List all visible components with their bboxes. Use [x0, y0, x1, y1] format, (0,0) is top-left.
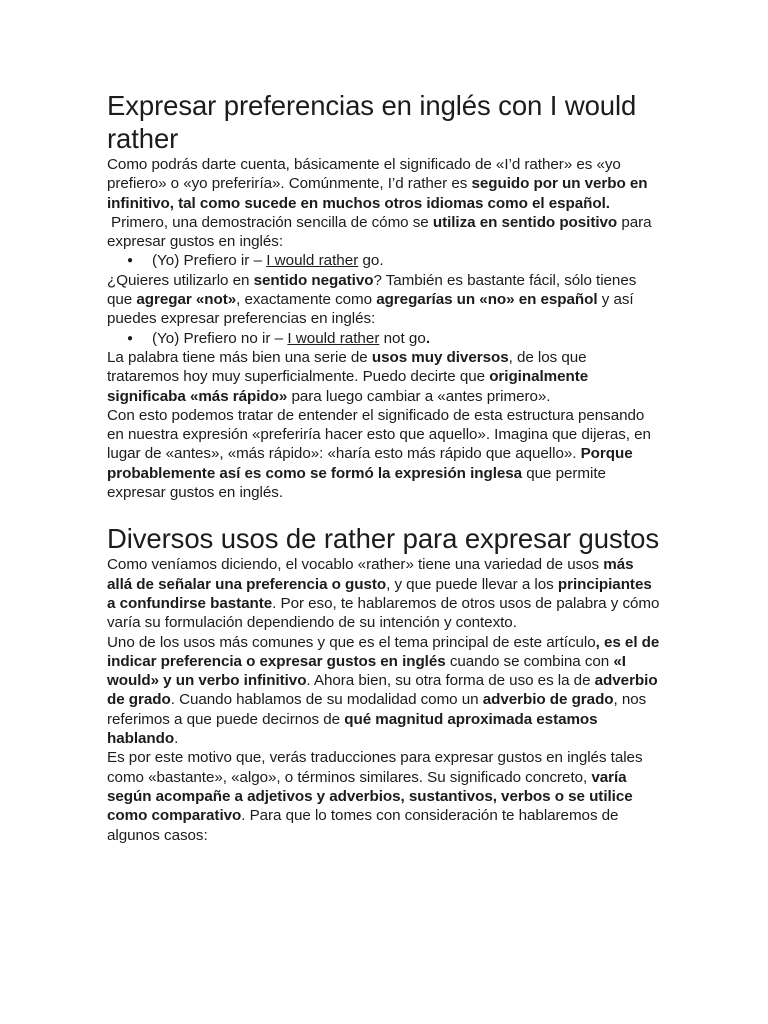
bold-text: .	[425, 329, 431, 347]
text: not go	[379, 329, 426, 347]
text: cuando se combina con	[445, 652, 614, 670]
paragraph-translations	[107, 748, 662, 844]
bold-text: sentido negativo	[253, 271, 374, 289]
bold-text: usos muy diversos	[371, 348, 509, 366]
text: que permite expresar gustos en inglés.	[107, 464, 606, 502]
paragraph-common-uses	[107, 633, 662, 749]
paragraph-negative-use	[107, 271, 662, 329]
text: y así puedes expresar preferencias en inglés:	[107, 291, 634, 328]
example-list-negative	[107, 329, 662, 348]
bold-text: agregarías un «no» en español	[376, 291, 598, 309]
bold-text: agregar «not»	[136, 291, 237, 309]
bullet-icon: ●	[127, 255, 134, 267]
paragraph-uses	[107, 555, 662, 632]
bold-text: varía según acompañe a adjetivos y adverbios, sustantivos, verbos o se utilice como comparativo	[107, 768, 633, 825]
bold-text: originalmente significaba «más rápido»	[107, 368, 589, 405]
paragraph-positive-use	[107, 213, 662, 252]
bold-text: utiliza en sentido positivo	[432, 213, 618, 231]
text: Como podrás darte cuenta, básicamente el significado de «I’d rather» es «yo prefiero» o «yo preferiría». Comúnmente, I’d rather es	[107, 156, 621, 193]
bold-text: , es el de indicar preferencia o expresar gustos en inglés	[107, 633, 660, 670]
text: La palabra tiene más bien una serie de	[107, 348, 372, 366]
text: ¿Quieres utilizarlo en	[107, 271, 254, 289]
paragraph-meaning	[107, 155, 662, 213]
text: , exactamente como	[236, 291, 377, 309]
section2-heading: Diversos usos de rather para expresar gustos	[107, 523, 659, 555]
text: ? También es bastante fácil, sólo tienes que	[107, 271, 637, 309]
document-content	[107, 89, 662, 845]
text: (Yo) Prefiero no ir –	[152, 329, 288, 347]
text: . Por eso, te hablaremos de otros usos de palabra y cómo varía su formulación dependiendo de su intención y contexto.	[107, 594, 660, 632]
text: Es por este motivo que, verás traducciones para expresar gustos en inglés tales como «bastante», «algo», o términos similares. Su significado concreto,	[107, 749, 643, 786]
text: . Para que lo tomes con consideración te hablaremos de algunos casos:	[107, 807, 619, 844]
underlined-text: I would rather	[266, 252, 359, 270]
text: (Yo) Prefiero ir –	[152, 252, 267, 270]
text: para luego cambiar a «antes primero».	[287, 387, 551, 405]
example-list-positive	[107, 251, 662, 270]
underlined-text: I would rather	[287, 329, 380, 347]
text: Uno de los usos más comunes y que es el tema principal de este artículo	[107, 633, 596, 651]
bold-text: adverbio de grado	[107, 672, 658, 709]
text: Con esto podemos tratar de entender el significado de esta estructura pensando en nuestra expresión «preferiría hacer esto que aquello». Imagina que dijeras, en lugar de «antes», «más rápido»: «haría esto más rápido que aquello».	[107, 406, 651, 463]
bold-text: adverbio de grado	[482, 691, 614, 709]
bold-text: seguido por un verbo en infinitivo, tal como sucede en muchos otros idiomas como el español.	[107, 175, 648, 212]
text: . Cuando hablamos de su modalidad como un	[170, 691, 483, 709]
text: .	[174, 730, 179, 748]
text: , y que puede llevar a los	[386, 575, 558, 593]
text: para expresar gustos en inglés:	[107, 213, 652, 251]
bullet-icon: ●	[127, 332, 134, 344]
text: , de los que trataremos hoy muy superficialmente. Puedo decirte que	[107, 348, 587, 386]
text: Primero, una demostración sencilla de cómo se	[111, 213, 433, 231]
text: . Ahora bien, su otra forma de uso es la de	[306, 672, 595, 690]
section1-heading: Expresar preferencias en inglés con I would rather	[107, 90, 637, 154]
text: Como veníamos diciendo, el vocablo «rather» tiene una variedad de usos	[107, 556, 604, 574]
text: go.	[358, 252, 384, 270]
text: , nos referimos a que puede decirnos de	[107, 691, 647, 728]
bold-text: Porque probablemente así es como se formó la expresión inglesa	[107, 445, 633, 482]
list-item	[107, 251, 662, 270]
paragraph-expression	[107, 406, 662, 502]
bold-text: más allá de señalar una preferencia o gusto	[107, 556, 634, 593]
list-item	[107, 329, 662, 348]
bold-text: «I would» y un verbo infinitivo	[107, 652, 626, 690]
bold-text: qué magnitud aproximada estamos hablando	[107, 710, 598, 748]
bold-text: principiantes a confundirse bastante	[107, 575, 652, 612]
paragraph-origin	[107, 348, 662, 406]
